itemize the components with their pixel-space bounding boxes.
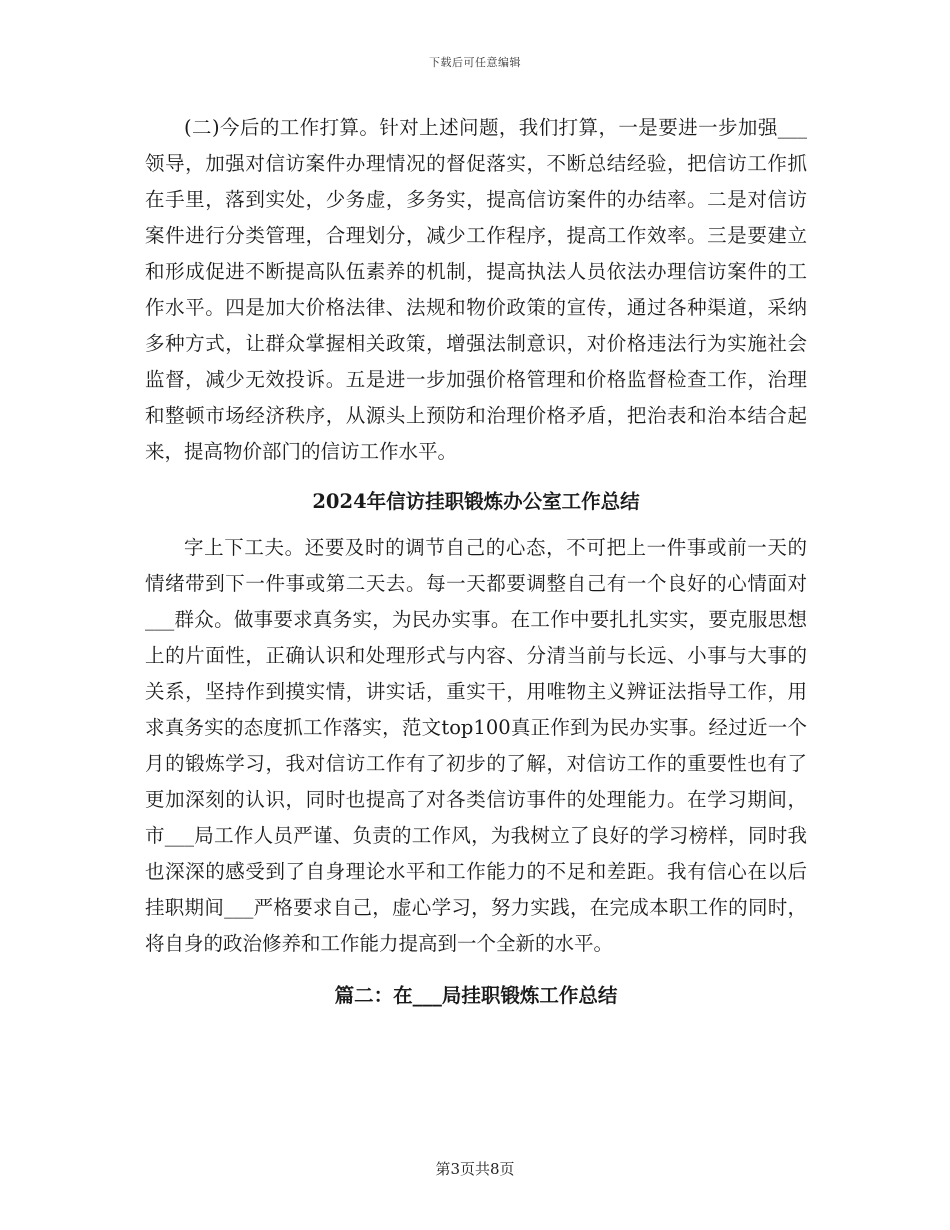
paragraph-work-plan: (二)今后的工作打算。针对上述问题，我们打算，一是要进一步加强___领导，加强对信访案件办理情况的督促落实，不断总结经验，把信访工作抓在手里，落到实处，少务虚，多务实，提高信访案件的办结率。二是对信访案件进行分类管理，合理划分，减少工作程序，提高工作效率。三是要建立和形成促进不断提高队伍素养的机制，提高执法人员依法办理信访案件的工作水平。四是加大价格法律、法规和物价政策的宣传，通过各种渠道，采纳多种方式，让群众掌握相关政策，增强法制意识，对价格违法行为实施社会监督，减少无效投诉。五是进一步加强价格管理和价格监督检查工作，治理和整顿市场经济秩序，从源头上预防和治理价格矛盾，把治表和治本结合起来，提高物价部门的信访工作水平。: [145, 116, 807, 463]
paragraph-summary: 字上下工夫。还要及时的调节自己的心态，不可把上一件事或前一天的情绪带到下一件事或第二天去。每一天都要调整自己有一个良好的心情面对___群众。做事要求真务实，为民办实事。在工作中要扎扎实实，要克服思想上的片面性，正确认识和处理形式与内容、分清当前与长远、小事与大事的关系，坚持作到摸实情，讲实话，重实干，用唯物主义辨证法指导工作，用求真务实的态度抓工作落实，范文top100真正作到为民办实事。经过近一个月的锻炼学习，我对信访工作有了初步的了解，对信访工作的重要性也有了更加深刻的认识，同时也提高了对各类信访事件的处理能力。在学习期间，市___局工作人员严谨、负责的工作风，为我树立了良好的学习榜样，同时我也深深的感受到了自身理论水平和工作能力的不足和差距。我有信心在以后挂职期间___严格要求自己，虚心学习，努力实践，在完成本职工作的同时，将自身的政治修养和工作能力提高到一个全新的水平。: [145, 536, 807, 955]
page-header: 下载后可任意编辑: [429, 56, 521, 69]
section-heading-part-two: 篇二：在___局挂职锻炼工作总结: [334, 984, 618, 1007]
section-heading-summary: 2024年信访挂职锻炼办公室工作总结: [312, 490, 640, 513]
page-number: 第3页共8页: [435, 1160, 515, 1178]
document-body: [145, 110, 807, 1014]
